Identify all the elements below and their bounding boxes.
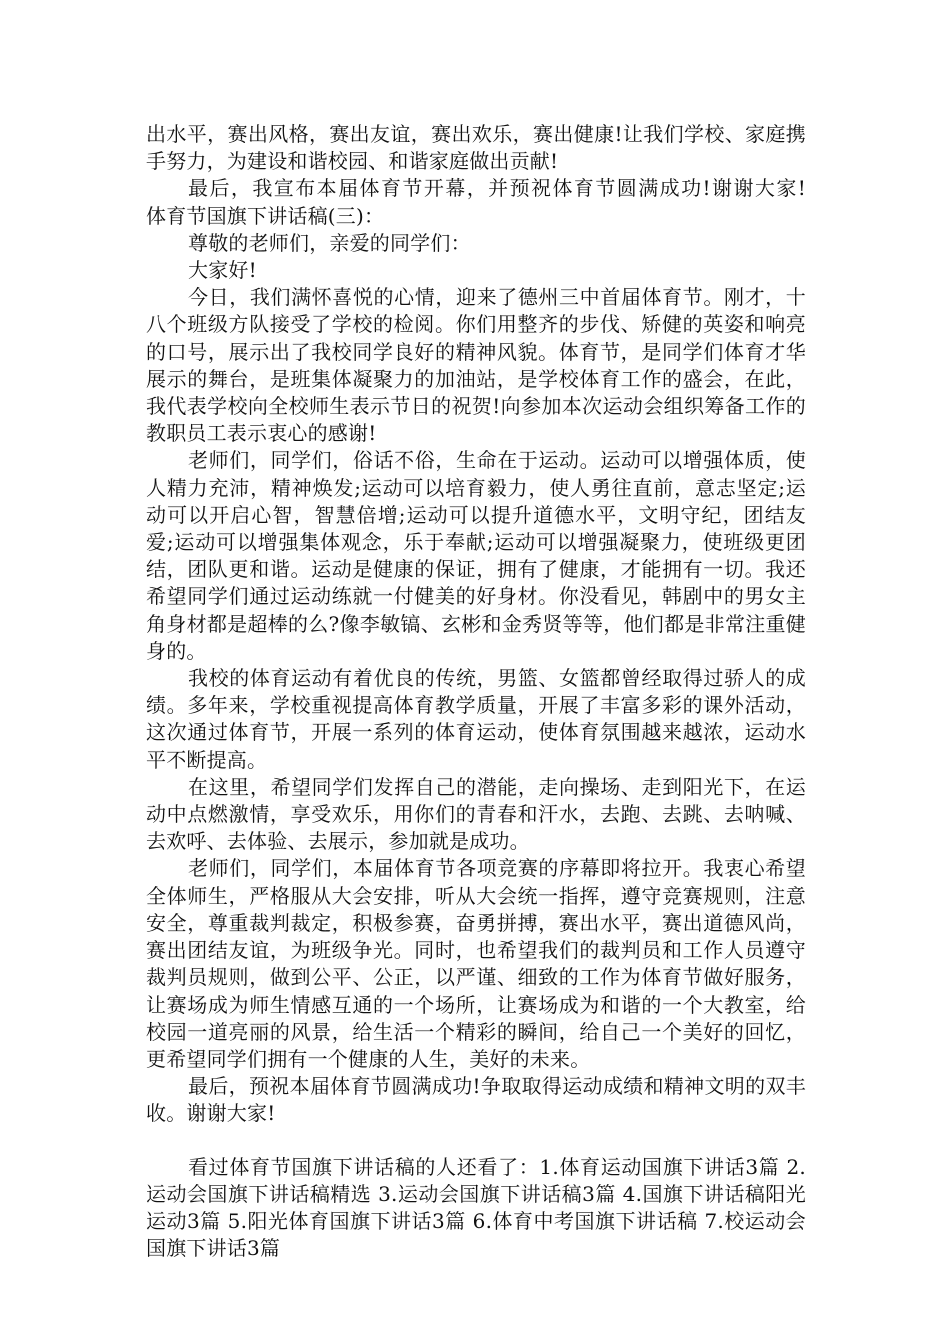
paragraph-opening-declaration: 最后，我宣布本届体育节开幕，并预祝体育节圆满成功!谢谢大家! 体育节国旗下讲话稿(三)： bbox=[146, 176, 847, 228]
paragraph-encouragement: 在这里，希望同学们发挥自己的潜能，走向操场、走到阳光下，在运动中点燃激情，享受欢乐，用你们的青春和汗水，去跑、去跳、去呐喊、去欢呼、去体验、去展示，参加就是成功。 bbox=[146, 774, 806, 854]
paragraph-benefits-of-sport: 老师们，同学们，俗话不俗，生命在于运动。运动可以增强体质，使人精力充沛，精神焕发;运动可以培育毅力，使人勇往直前，意志坚定;运动可以开启心智，智慧倍增;运动可以提升道德水平，文明守纪，团结友爱;运动可以增强集体观念，乐于奉献;运动可以增强凝聚力，使班级更团结，团队更和谐。运动是健康的保证，拥有了健康，才能拥有一切。我还希望同学们通过运动练就一付健美的好身材。你没看见，韩剧中的男女主角身材都是超棒的么?像李敏镐、玄彬和金秀贤等等，他们都是非常注重健身的。 bbox=[146, 448, 806, 663]
section-spacer bbox=[146, 1128, 806, 1154]
paragraph-closing: 最后，预祝本届体育节圆满成功!争取取得运动成绩和精神文明的双丰收。谢谢大家! bbox=[146, 1074, 806, 1126]
related-articles: 看过体育节国旗下讲话稿的人还看了：1.体育运动国旗下讲话3篇 2.运动会国旗下讲话稿精选 3.运动会国旗下讲话稿3篇 4.国旗下讲话稿阳光运动3篇 5.阳光体育国旗下讲话3篇 6.体育中考国旗下讲话稿 7.校运动会国旗下讲话3篇 bbox=[146, 1154, 806, 1261]
paragraph-welcome: 今日，我们满怀喜悦的心情，迎来了德州三中首届体育节。刚才，十八个班级方队接受了学校的检阅。你们用整齐的步伐、矫健的英姿和响亮的口号，展示出了我校同学良好的精神风貌。体育节，是同学们体育才华展示的舞台，是班集体凝聚力的加油站，是学校体育工作的盛会，在此，我代表学校向全校师生表示节日的祝贺!向参加本次运动会组织筹备工作的教职员工表示衷心的感谢! bbox=[146, 285, 806, 446]
document-body bbox=[146, 121, 847, 1262]
paragraph-competition-hopes: 老师们，同学们，本届体育节各项竞赛的序幕即将拉开。我衷心希望全体师生，严格服从大会安排，听从大会统一指挥，遵守竞赛规则，注意安全，尊重裁判裁定，积极参赛，奋勇拼搏，赛出水平，赛出道德风尚，赛出团结友谊，为班级争光。同时，也希望我们的裁判员和工作人员遵守裁判员规则，做到公平、公正，以严谨、细致的工作为体育节做好服务，让赛场成为师生情感互通的一个场所，让赛场成为和谐的一个大教室，给校园一道亮丽的风景，给生活一个精彩的瞬间，给自己一个美好的回忆，更希望同学们拥有一个健康的人生，美好的未来。 bbox=[146, 856, 806, 1071]
paragraph-continuation: 出水平，赛出风格，赛出友谊，赛出欢乐，赛出健康!让我们学校、家庭携手努力，为建设和谐校园、和谐家庭做出贡献! bbox=[146, 122, 806, 174]
paragraph-greeting: 大家好! bbox=[188, 258, 257, 283]
paragraph-salutation: 尊敬的老师们，亲爱的同学们： bbox=[188, 230, 471, 255]
paragraph-school-tradition: 我校的体育运动有着优良的传统，男篮、女篮都曾经取得过骄人的成绩。多年来，学校重视提高体育教学质量，开展了丰富多彩的课外活动，这次通过体育节，开展一系列的体育运动，使体育氛围越来越浓，运动水平不断提高。 bbox=[146, 666, 806, 772]
